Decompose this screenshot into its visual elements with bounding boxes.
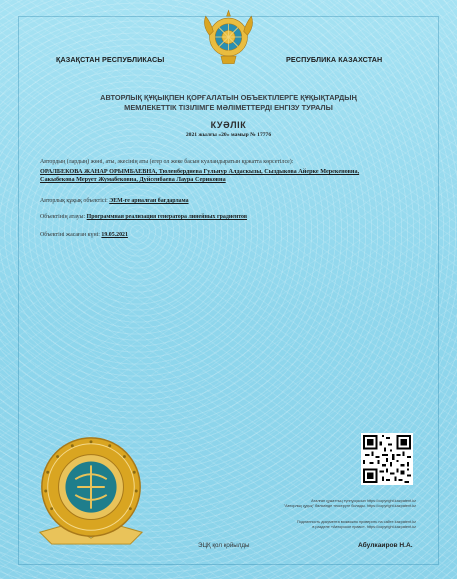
footer-note-ru-1: Подлинность документа возможно проверить на сайте kazpatent.kz [296,520,416,524]
footer-note-kz-2: "Авторлық құқық" бөлімінде тексеруге болады. https://copyright.kazpatent.kz [283,504,416,508]
state-emblem-icon [200,8,257,68]
qr-code-icon [361,433,413,485]
document-number: 2021 жылғы «20» мамыр № 17776 [185,132,272,138]
document-title: КУӘЛІК [210,120,247,130]
footer-note-kz-1: Аталған құжаттың түпнұсқасын https://copyright.kazpatent.kz [311,499,416,503]
signer-name: Абулкаиров Н.А. [358,542,413,549]
creation-date-value: 19.05.2021 [101,232,128,238]
creation-date-row [40,232,128,238]
object-type-value: ЭЕМ-ге арналған бағдарлама [109,198,189,204]
certificate-heading-line2: МЕМЛЕКЕТТІК ТІЗІЛІМГЕ МӘЛІМЕТТЕРДІ ЕНГІЗУ ТУРАЛЫ [124,103,333,112]
object-type-row [40,198,189,204]
object-name-label: Объектінің атауы: [40,214,86,220]
object-name-row [40,214,247,220]
republic-name-kz: ҚАЗАҚСТАН РЕСПУБЛИКАСЫ [56,55,165,64]
object-name-value: Программная реализация генератора линейных градиентов [86,214,248,220]
authors-value: ОРАЛБЕКОВА ЖАНАР ОРЫМБАЕВНА, Тюленбердиева Гульнур Алдаскызы, Сыздыкова Айерке Мерекеновна, Сакыбекова Мерует Жумабековна, Дуйсенбаева Лаура Сериковна [40,168,360,184]
certificate-heading-line1: АВТОРЛЫҚ ҚҰҚЫҚПЕН ҚОРҒАЛАТЫН ОБЪЕКТІЛЕРГЕ ҚҰҚЫҚТАРДЫҢ [100,93,357,102]
footer-note-ru-2: в разделе «Авторское право». https://copyright.kazpatent.kz [312,525,416,529]
kazpatent-seal-icon [32,430,150,548]
republic-name-ru: РЕСПУБЛИКА КАЗАХСТАН [286,55,383,64]
authors-label: Автордың (лардың) жөні, аты, әкесінің аты (егер ол жеке басын куәландыратын құжатта көрсетілсе): [40,159,294,165]
digital-signature-label: ЭЦҚ қол қойылды [198,542,250,549]
creation-date-label: Объектіні жасаған күні: [40,232,100,238]
object-type-label: Авторлық құқық объектісі: [40,198,108,204]
